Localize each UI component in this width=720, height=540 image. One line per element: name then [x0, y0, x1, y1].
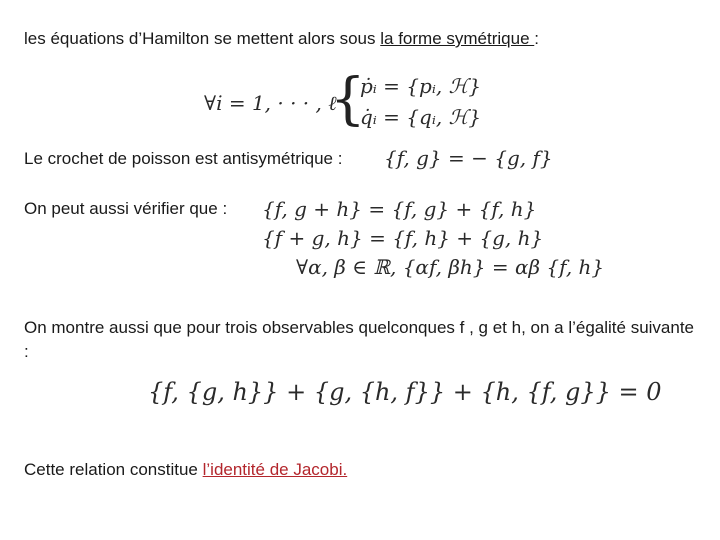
system-brace: { [330, 67, 366, 132]
jacobi-identity-link[interactable]: l’identité de Jacobi. [202, 460, 348, 479]
intro-colon: : [534, 29, 539, 48]
linearity-equation-1: {f, g + h} = {f, g} + {f, h} [262, 197, 537, 221]
conclusion-text: Cette relation constitue [24, 460, 203, 479]
jacobi-equation: {f, {g, h}} + {g, {h, f}} + {h, {f, g}} = 0 [148, 378, 662, 406]
conclusion-line [24, 458, 347, 482]
forall-index-range: ∀i = 1, · · · , ℓ [204, 91, 337, 115]
intro-text: les équations d’Hamilton se mettent alors sous [24, 29, 381, 48]
verify-text: On peut aussi vérifier que : [24, 199, 228, 218]
antisymmetry-text: Le crochet de poisson est antisymétrique : [24, 149, 343, 168]
intro-line [24, 27, 539, 51]
antisymmetry-equation: {f, g} = − {g, f} [384, 146, 553, 170]
linearity-equation-2: {f + g, h} = {f, h} + {g, h} [262, 226, 544, 250]
hamilton-equation-p: ṗᵢ = {pᵢ, ℋ} [360, 74, 482, 98]
symmetric-form-underlined: la forme symétrique [380, 29, 535, 48]
jacobi-intro-text: On montre aussi que pour trois observables quelconques f , g et h, on a l’égalité suivante : [24, 318, 695, 361]
scaling-equation: ∀α, β ∈ ℝ, {αf, βh} = αβ {f, h} [296, 255, 605, 279]
hamilton-equation-q: q̇ᵢ = {qᵢ, ℋ} [360, 105, 482, 129]
